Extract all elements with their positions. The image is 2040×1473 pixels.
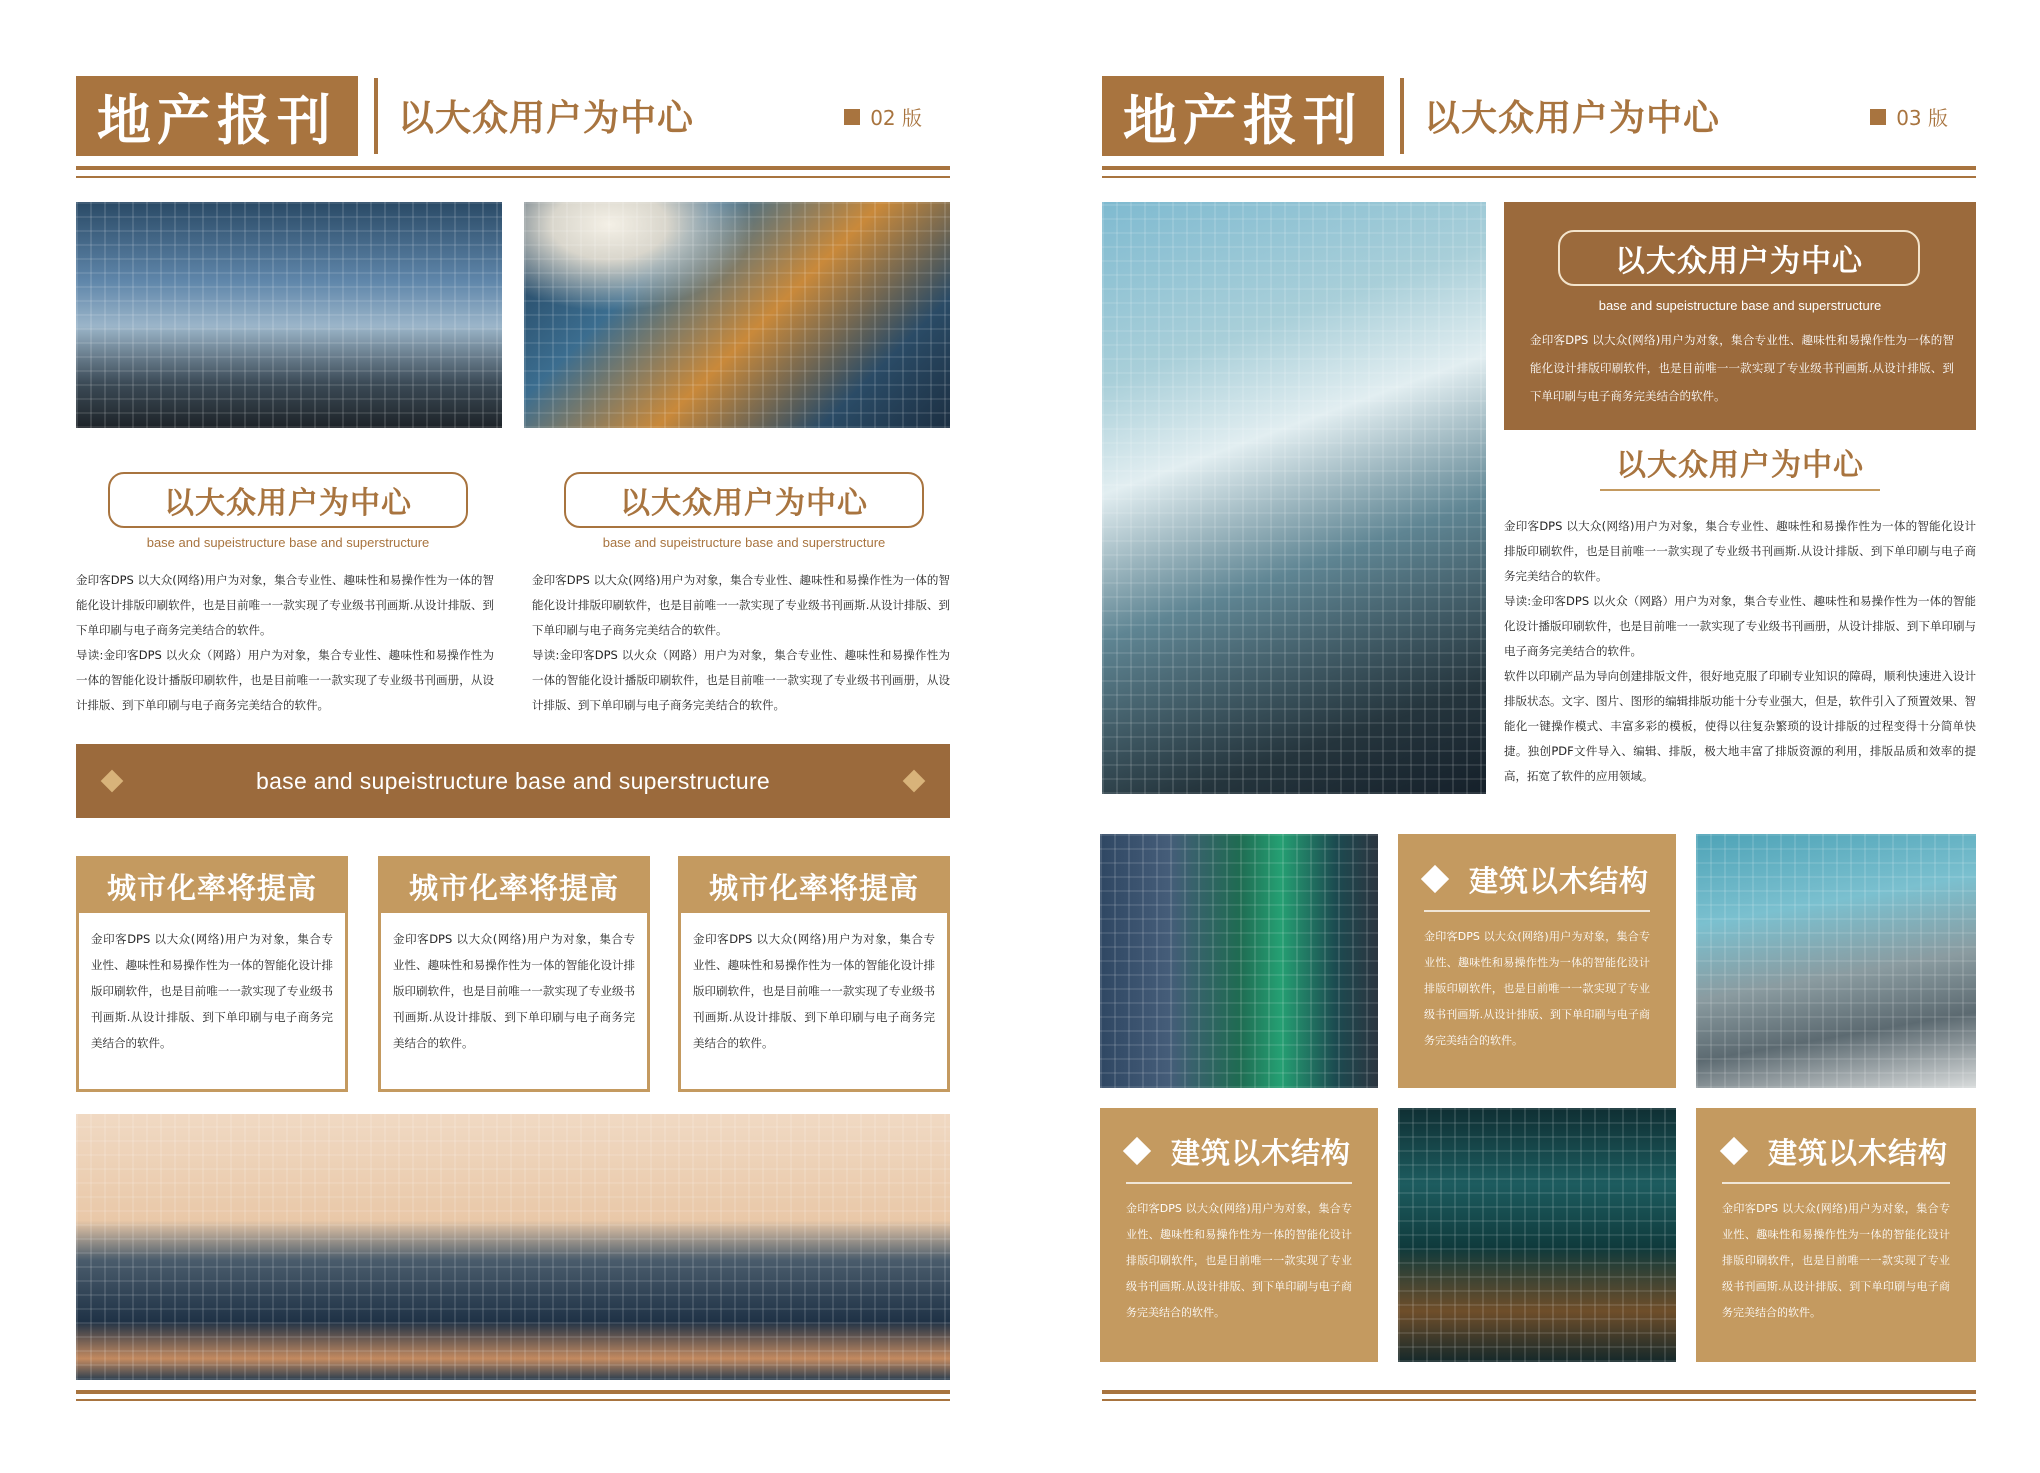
card-title: 以大众用户为中心 bbox=[564, 472, 924, 528]
card-subtitle: base and supeistructure base and superstructure bbox=[602, 535, 886, 550]
diamond-icon bbox=[1123, 1137, 1151, 1165]
article-paragraph: 金印客DPS 以大众(网络)用户为对象，集合专业性、趣味性和易操作性为一体的智能化设计排版印刷软件，也是目前唯一一款实现了专业级书刊画斯.从设计排版、到下单印刷与电子商务完美结合的软件。 bbox=[1504, 519, 1976, 583]
card-body bbox=[76, 568, 494, 718]
tile-body: 金印客DPS 以大众(网络)用户为对象，集合专业性、趣味性和易操作性为一体的智能化设计排版印刷软件，也是目前唯一一款实现了专业级书刊画斯.从设计排版、到下单印刷与电子商务完美结合的软件。 bbox=[1424, 930, 1650, 1047]
article-title-rule bbox=[1600, 489, 1880, 491]
photo-tall-glass-towers bbox=[1102, 202, 1486, 794]
card-paragraph-2: 导读:金印客DPS 以火众（网路）用户为对象，集合专业性、趣味性和易操作性为一体的智能化设计播版印刷软件，也是目前唯一一款实现了专业级书刊画册，从设计排版、到下单印刷与电子商务完美结合的软件。 bbox=[532, 648, 950, 712]
footer-rule-thin bbox=[1102, 1399, 1976, 1401]
photo-city-skyline bbox=[76, 1114, 950, 1380]
card-paragraph: 金印客DPS 以大众(网络)用户为对象，集合专业性、趣味性和易操作性为一体的智能化设计排版印刷软件，也是目前唯一一款实现了专业级书刊画斯.从设计排版、到下单印刷与电子商务完美结合的软件。 bbox=[76, 573, 494, 637]
footer-rule bbox=[1102, 1390, 1976, 1394]
photo-teal-steel-building bbox=[1398, 1108, 1676, 1362]
diamond-icon bbox=[1421, 865, 1449, 893]
tile-title-text: 建筑以木结构 bbox=[1767, 1135, 1948, 1170]
tile-title bbox=[1100, 1126, 1378, 1176]
header-rule bbox=[1102, 166, 1976, 170]
diamond-icon bbox=[1720, 1137, 1748, 1165]
masthead-title: 地产报刊 bbox=[76, 76, 358, 156]
article-body bbox=[1504, 514, 1976, 789]
diamond-icon bbox=[101, 770, 124, 793]
info-box-title: 城市化率将提高 bbox=[381, 859, 647, 913]
photo-city-buildings bbox=[76, 202, 502, 428]
card-body bbox=[532, 568, 950, 718]
tile-rule bbox=[1722, 1182, 1950, 1184]
info-box-title: 城市化率将提高 bbox=[681, 859, 947, 913]
header-rule bbox=[76, 166, 950, 170]
masthead-separator bbox=[374, 78, 378, 154]
text-tile bbox=[1100, 1108, 1378, 1362]
info-box bbox=[76, 856, 348, 1092]
text-tile bbox=[1696, 1108, 1976, 1362]
masthead-subtitle: 以大众用户为中心 bbox=[398, 98, 695, 139]
masthead-title: 地产报刊 bbox=[1102, 76, 1384, 156]
edition-label bbox=[844, 102, 922, 131]
header-rule-thin bbox=[1102, 176, 1976, 178]
info-box-body: 金印客DPS 以大众(网络)用户为对象，集合专业性、趣味性和易操作性为一体的智能化设计排版印刷软件，也是目前唯一一款实现了专业级书刊画斯.从设计排版、到下单印刷与电子商务完美结合的软件。 bbox=[693, 932, 935, 1050]
photo-curved-glass-facade bbox=[524, 202, 950, 428]
article-paragraph: 导读:金印客DPS 以火众（网路）用户为对象，集合专业性、趣味性和易操作性为一体的智能化设计播版印刷软件，也是目前唯一一款实现了专业级书刊画册，从设计排版、到下单印刷与电子商务完美结合的软件。 bbox=[1504, 594, 1976, 658]
info-box bbox=[678, 856, 950, 1092]
card-title: 以大众用户为中心 bbox=[108, 472, 468, 528]
article-title: 以大众用户为中心 bbox=[1616, 448, 1864, 483]
text-tile bbox=[1398, 834, 1676, 1088]
info-box-title: 城市化率将提高 bbox=[79, 859, 345, 913]
edition-text: 03 版 bbox=[1896, 106, 1948, 130]
photo-green-glass-building bbox=[1100, 834, 1378, 1088]
tile-title bbox=[1696, 1126, 1976, 1176]
tile-rule bbox=[1126, 1182, 1352, 1184]
footer-rule bbox=[76, 1390, 950, 1394]
tile-rule bbox=[1424, 910, 1650, 912]
masthead-subtitle: 以大众用户为中心 bbox=[1424, 98, 1721, 139]
feature-subtitle: base and supeistructure base and superstructure bbox=[1598, 298, 1882, 313]
feature-body: 金印客DPS 以大众(网络)用户为对象，集合专业性、趣味性和易操作性为一体的智能化设计排版印刷软件，也是目前唯一一款实现了专业级书刊画斯.从设计排版、到下单印刷与电子商务完美结合的软件。 bbox=[1530, 333, 1954, 403]
square-icon bbox=[844, 109, 860, 125]
section-banner bbox=[76, 744, 950, 818]
banner-text: base and supeistructure base and superstructure bbox=[255, 767, 770, 794]
card-subtitle: base and supeistructure base and superstructure bbox=[146, 535, 430, 550]
edition-text: 02 版 bbox=[870, 106, 922, 130]
header-rule-thin bbox=[76, 176, 950, 178]
info-box bbox=[378, 856, 650, 1092]
tile-body: 金印客DPS 以大众(网络)用户为对象，集合专业性、趣味性和易操作性为一体的智能化设计排版印刷软件，也是目前唯一一款实现了专业级书刊画斯.从设计排版、到下单印刷与电子商务完美结合的软件。 bbox=[1722, 1202, 1950, 1319]
info-box-body: 金印客DPS 以大众(网络)用户为对象，集合专业性、趣味性和易操作性为一体的智能化设计排版印刷软件，也是目前唯一一款实现了专业级书刊画斯.从设计排版、到下单印刷与电子商务完美结合的软件。 bbox=[91, 932, 333, 1050]
article-paragraph: 软件以印刷产品为导向创建排版文件，很好地克服了印刷专业知识的障碍，顺利快速进入设计排版状态。文字、图片、图形的编辑排版功能十分专业强大，但是，软件引入了预置效果、智能化一键操作模式、丰富多彩的模板，使得以往复杂繁琐的设计排版的过程变得十分简单快捷。独创PDF文件导入、编辑、排版，极大地丰富了排版资源的利用，排版品质和效率的提高，拓宽了软件的应用领域。 bbox=[1504, 669, 1976, 783]
tile-title bbox=[1398, 854, 1676, 904]
masthead bbox=[76, 76, 950, 156]
photo-west-building bbox=[1696, 834, 1976, 1088]
feature-panel bbox=[1504, 202, 1976, 430]
diamond-icon bbox=[903, 770, 926, 793]
info-box-body: 金印客DPS 以大众(网络)用户为对象，集合专业性、趣味性和易操作性为一体的智能化设计排版印刷软件，也是目前唯一一款实现了专业级书刊画斯.从设计排版、到下单印刷与电子商务完美结合的软件。 bbox=[393, 932, 635, 1050]
tile-title-text: 建筑以木结构 bbox=[1468, 863, 1649, 898]
tile-title-text: 建筑以木结构 bbox=[1170, 1135, 1351, 1170]
square-icon bbox=[1870, 109, 1886, 125]
masthead-separator bbox=[1400, 78, 1404, 154]
masthead bbox=[1102, 76, 1976, 156]
tile-body: 金印客DPS 以大众(网络)用户为对象，集合专业性、趣味性和易操作性为一体的智能化设计排版印刷软件，也是目前唯一一款实现了专业级书刊画斯.从设计排版、到下单印刷与电子商务完美结合的软件。 bbox=[1126, 1202, 1352, 1319]
feature-title: 以大众用户为中心 bbox=[1558, 230, 1920, 286]
card-paragraph: 金印客DPS 以大众(网络)用户为对象，集合专业性、趣味性和易操作性为一体的智能化设计排版印刷软件，也是目前唯一一款实现了专业级书刊画斯.从设计排版、到下单印刷与电子商务完美结合的软件。 bbox=[532, 573, 950, 637]
edition-label bbox=[1870, 102, 1948, 131]
footer-rule-thin bbox=[76, 1399, 950, 1401]
card-paragraph-2: 导读:金印客DPS 以火众（网路）用户为对象，集合专业性、趣味性和易操作性为一体的智能化设计播版印刷软件，也是目前唯一一款实现了专业级书刊画册，从设计排版、到下单印刷与电子商务完美结合的软件。 bbox=[76, 648, 494, 712]
